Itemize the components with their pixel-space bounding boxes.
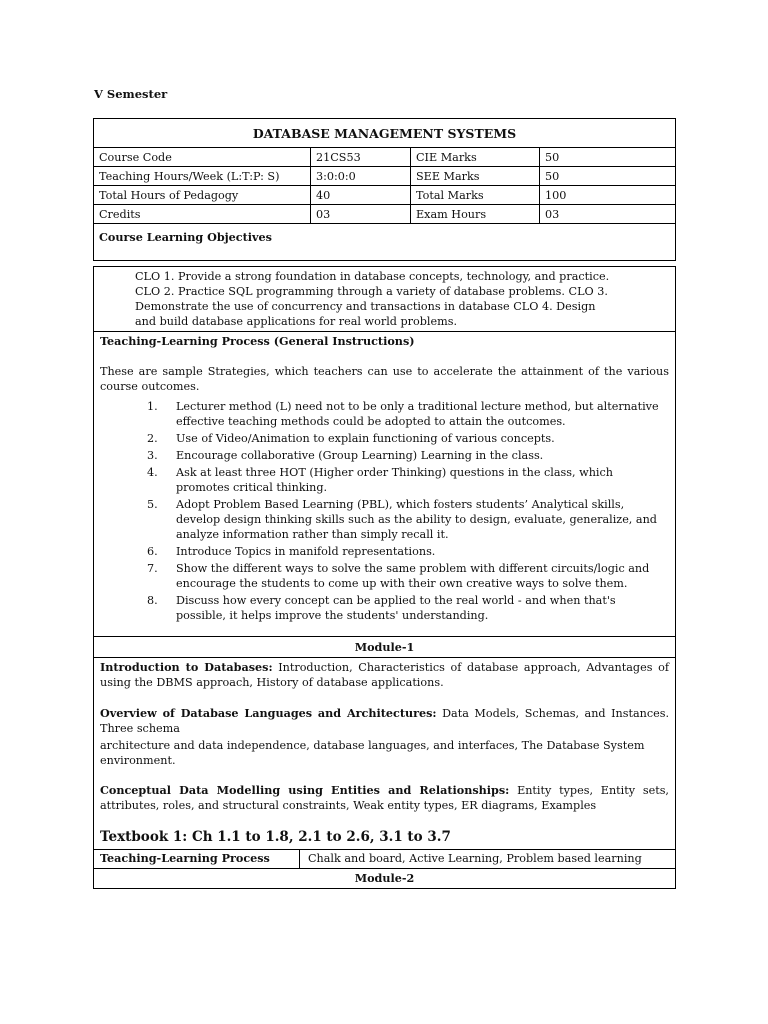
cie-marks-label: CIE Marks (411, 148, 540, 167)
course-code-label: Course Code (94, 148, 311, 167)
tlp-heading: Teaching-Learning Process (General Instructions) (100, 334, 415, 348)
tlp-label: Teaching-Learning Process (100, 851, 270, 865)
module-2-heading: Module-2 (354, 871, 415, 885)
divider (94, 657, 675, 658)
table-row (94, 205, 676, 224)
exam-hours-label: Exam Hours (411, 205, 540, 224)
list-item: 4. Ask at least three HOT (Higher order Thinking) questions in the class, which promotes critical thinking. (147, 466, 613, 494)
cie-marks-value: 50 (540, 148, 676, 167)
see-marks-label: SEE Marks (411, 167, 540, 186)
teaching-hours-value: 3:0:0:0 (311, 167, 411, 186)
list-item: 3. Encourage collaborative (Group Learning) Learning in the class. (147, 449, 544, 462)
pedagogy-hours-value: 40 (311, 186, 411, 205)
divider (94, 636, 675, 637)
list-item: 1. Lecturer method (L) need not to be only a traditional lecture method, but alternative effective teaching methods could be adopted to attain the outcomes. (147, 400, 659, 428)
table-row (94, 167, 676, 186)
teaching-hours-label: Teaching Hours/Week (L:T:P: S) (94, 167, 311, 186)
list-item: 8. Discuss how every concept can be applied to the real world - and when that's possible, it helps improve the students' understanding. (147, 594, 616, 622)
tlp-strategy-list (100, 399, 669, 623)
list-item: 2. Use of Video/Animation to explain functioning of various concepts. (147, 432, 555, 445)
clo-list (135, 269, 615, 329)
clo-line: Demonstrate the use of concurrency and transactions in database CLO 4. Design (135, 300, 596, 313)
tlp-value: Chalk and board, Active Learning, Problem based learning (308, 852, 642, 865)
clo-line: CLO 2. Practice SQL programming through a variety of database problems. CLO 3. (135, 285, 608, 298)
total-marks-value: 100 (540, 186, 676, 205)
credits-value: 03 (311, 205, 411, 224)
tlp-intro: These are sample Strategies, which teachers can use to accelerate the attainment of the various course outcomes. (100, 365, 669, 393)
clo-line: and build database applications for real world problems. (135, 315, 457, 328)
module-1-intro: Introduction to Databases: Introduction, Characteristics of database approach, Advantages of using the DBMS approach, History of database applications. (100, 660, 669, 689)
course-title: DATABASE MANAGEMENT SYSTEMS (94, 119, 676, 148)
list-item: 6. Introduce Topics in manifold representations. (147, 545, 436, 558)
divider (94, 868, 675, 869)
exam-hours-value: 03 (540, 205, 676, 224)
semester-label: V Semester (94, 87, 168, 101)
course-info-table (93, 118, 676, 261)
see-marks-value: 50 (540, 167, 676, 186)
divider (94, 331, 675, 332)
course-code-value: 21CS53 (311, 148, 411, 167)
list-item: 5. Adopt Problem Based Learning (PBL), which fosters students’ Analytical skills, develop design thinking skills such as the ability to design, evaluate, generalize, and analyze information rather than simply recall it. (147, 498, 657, 541)
module-1-overview-cont: architecture and data independence, database languages, and interfaces, The Database System environment. (100, 739, 645, 767)
divider (94, 849, 675, 850)
clo-heading: Course Learning Objectives (94, 224, 676, 261)
credits-label: Credits (94, 205, 311, 224)
clo-line: CLO 1. Provide a strong foundation in database concepts, technology, and practice. (135, 270, 610, 283)
list-item: 7. Show the different ways to solve the same problem with different circuits/logic and encourage the students to come up with their own creative ways to solve them. (147, 562, 650, 590)
pedagogy-hours-label: Total Hours of Pedagogy (94, 186, 311, 205)
syllabus-box (93, 266, 676, 889)
table-row (94, 148, 676, 167)
module-1-heading: Module-1 (354, 640, 415, 654)
total-marks-label: Total Marks (411, 186, 540, 205)
textbook-reference: Textbook 1: Ch 1.1 to 1.8, 2.1 to 2.6, 3.1 to 3.7 (100, 829, 451, 845)
module-1-conceptual: Conceptual Data Modelling using Entities and Relationships: Entity types, Entity sets, attributes, roles, and structural constraints, Weak entity types, ER diagrams, Examples (100, 783, 669, 812)
table-row (94, 186, 676, 205)
module-1-overview: Overview of Database Languages and Architectures: Data Models, Schemas, and Instances. Three schema (100, 706, 669, 735)
